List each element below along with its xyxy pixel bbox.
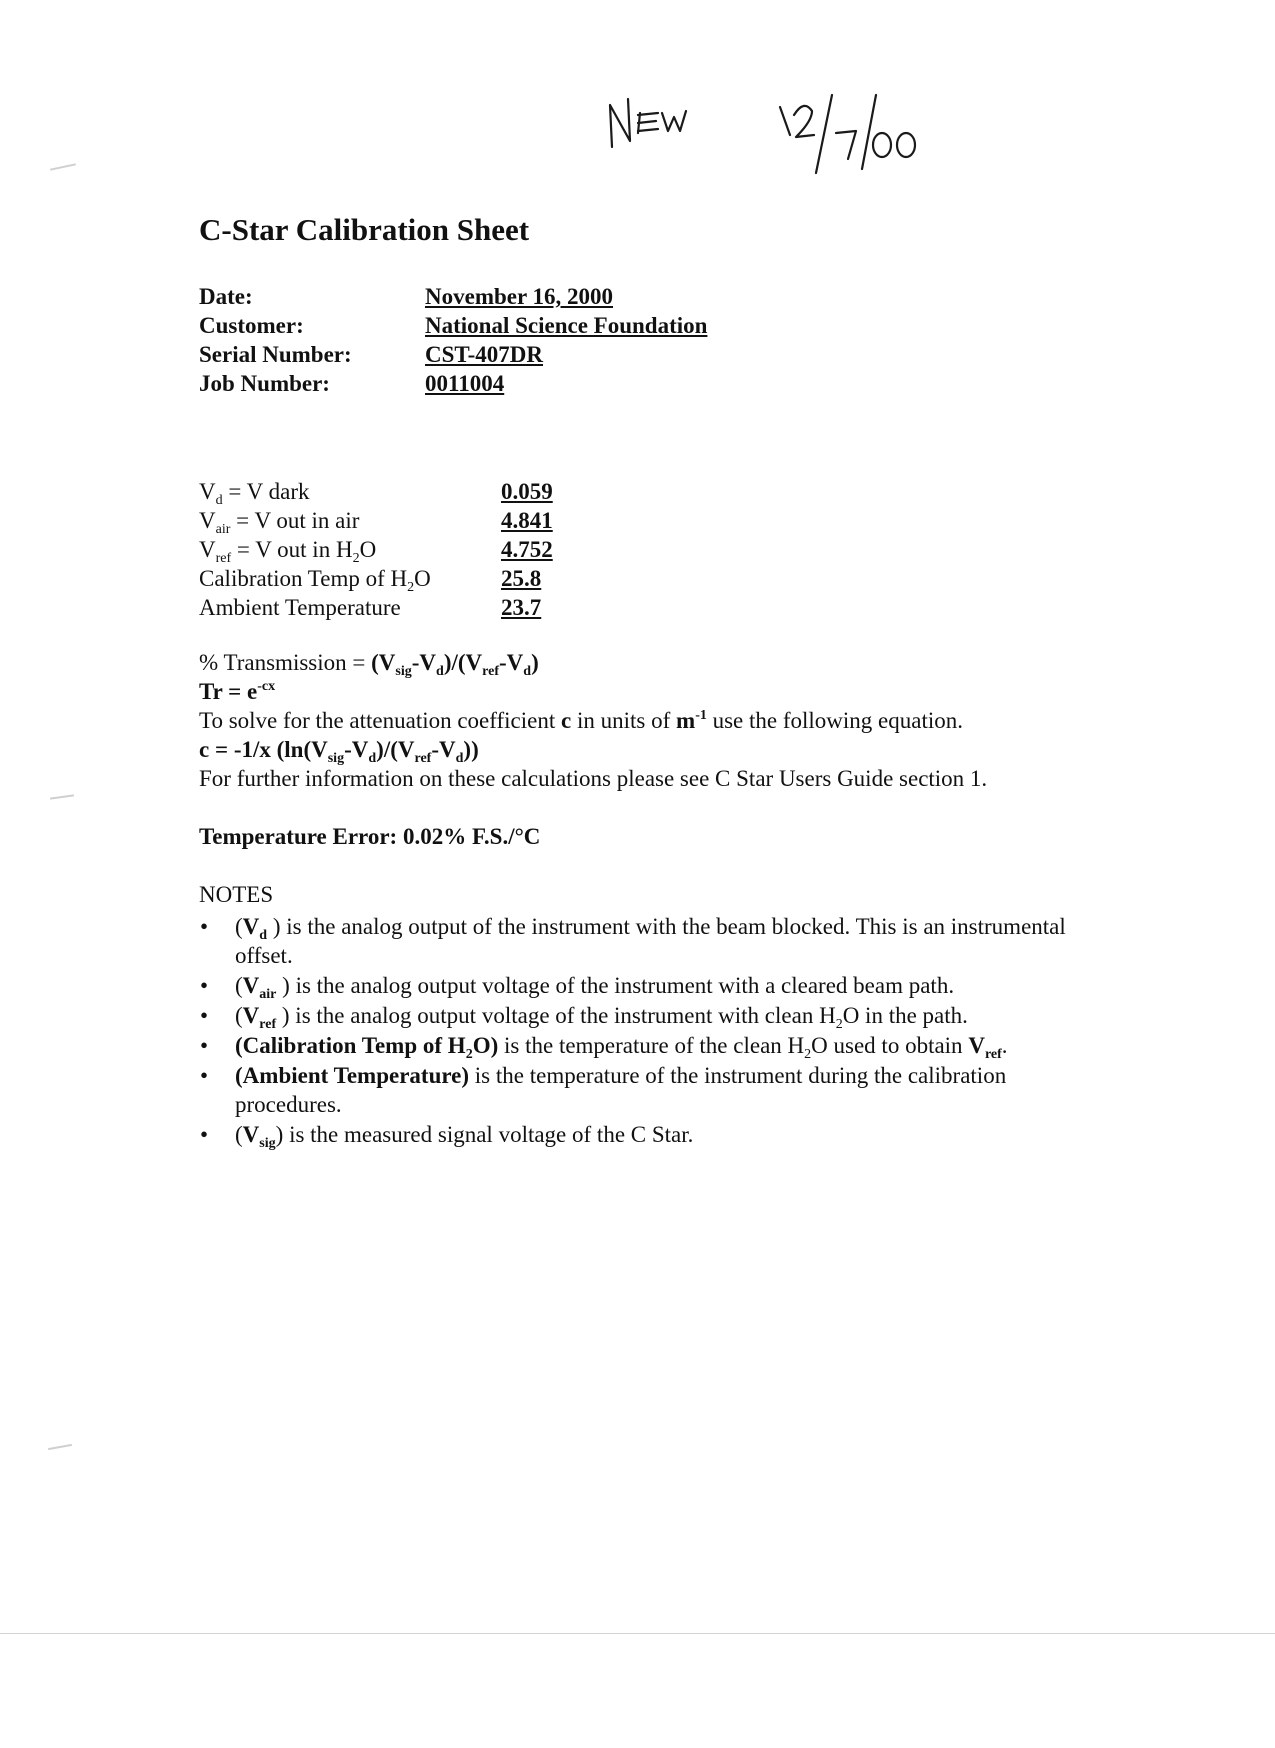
info-value: CST-407DR — [425, 342, 544, 367]
scan-artifact — [50, 163, 76, 170]
scan-artifact — [50, 794, 74, 799]
scan-artifact — [48, 1444, 72, 1450]
measurement-row-vd — [199, 477, 553, 506]
further-info-text: For further information on these calculations please see C Star Users Guide section 1. — [199, 766, 988, 791]
bullet-icon: • — [199, 1003, 209, 1028]
note-item: • $(V_{sig})$ is the measured signal voltage of the C Star. — [199, 1122, 694, 1151]
attenuation-instruction: To solve for the attenuation coefficient c in units of $m^{-1}$ use the following equation. — [199, 708, 964, 733]
bullet-icon: • — [199, 1063, 209, 1088]
scan-edge-line — [0, 1633, 1275, 1634]
measurement-label: $V_{air} = V$ out in air — [199, 508, 360, 537]
info-table — [199, 282, 707, 398]
measurement-value: 25.8 — [501, 566, 542, 591]
handwriting-drawing — [600, 85, 960, 195]
temperature-error: Temperature Error: 0.02% F.S./°C — [199, 824, 541, 849]
info-label: Job Number: — [199, 371, 330, 396]
info-value: National Science Foundation — [425, 313, 708, 338]
info-label: Serial Number: — [199, 342, 352, 367]
measurement-value: 4.752 — [501, 537, 553, 562]
info-value: 0011004 — [425, 371, 505, 396]
bullet-icon: • — [199, 973, 209, 998]
transmission-formula: % Transmission = $(V_{sig}-V_d)/(V_{ref}-V_d)$ — [199, 650, 539, 679]
measurement-row-vref — [199, 535, 553, 564]
measurement-label: Ambient Temperature — [199, 595, 401, 620]
note-item: • ($V_{air}$ ) is the analog output voltage of the instrument with a cleared beam path. — [199, 973, 955, 1002]
formulas-block — [199, 648, 1199, 793]
measurement-value: 23.7 — [501, 595, 542, 620]
measurement-value: 4.841 — [501, 508, 553, 533]
note-item: • (Ambient Temperature) is the temperature of the instrument during the calibration procedures. — [199, 1063, 1007, 1117]
measurement-row-calibration-temp — [199, 564, 553, 593]
info-row-customer — [199, 311, 707, 340]
notes-heading: NOTES — [199, 882, 274, 907]
page-title: C-Star Calibration Sheet — [199, 212, 530, 247]
measurement-table — [199, 477, 553, 622]
handwritten-note — [600, 85, 960, 195]
measurement-row-ambient-temp — [199, 593, 553, 622]
bullet-icon: • — [199, 1033, 209, 1058]
measurement-row-vair — [199, 506, 553, 535]
info-row-serial-number — [199, 340, 707, 369]
bullet-icon: • — [199, 914, 209, 939]
notes-list — [199, 912, 1099, 1150]
attenuation-formula: c = -1/x $(\ln(V_{sig}-V_d)/(V_{ref}-V_d))$ — [199, 737, 479, 766]
measurement-label: $V_d = V$ dark — [199, 479, 310, 508]
measurement-label: $V_{ref} = V$ out in $H_2O$ — [199, 537, 377, 566]
note-item: • (Calibration Temp of $H_2O$) is the temperature of the clean $H_2O$ used to obtain $V_{ref}$. — [199, 1033, 1008, 1062]
measurement-value: 0.059 — [501, 479, 553, 504]
note-item: • ($V_d$ ) is the analog output of the instrument with the beam blocked. This is an instrumental offset. — [199, 914, 1066, 968]
tr-formula: $Tr = e^{-cx}$ — [199, 679, 276, 704]
info-row-job-number — [199, 369, 707, 398]
info-row-date — [199, 282, 707, 311]
note-item: • ($V_{ref}$ ) is the analog output voltage of the instrument with clean $H_2O$ in the path. — [199, 1003, 968, 1032]
info-label: Customer: — [199, 313, 304, 338]
bullet-icon: • — [199, 1122, 209, 1147]
info-label: Date: — [199, 284, 253, 309]
info-value: November 16, 2000 — [425, 284, 614, 309]
measurement-label: Calibration Temp of $H_2O$ — [199, 566, 431, 595]
